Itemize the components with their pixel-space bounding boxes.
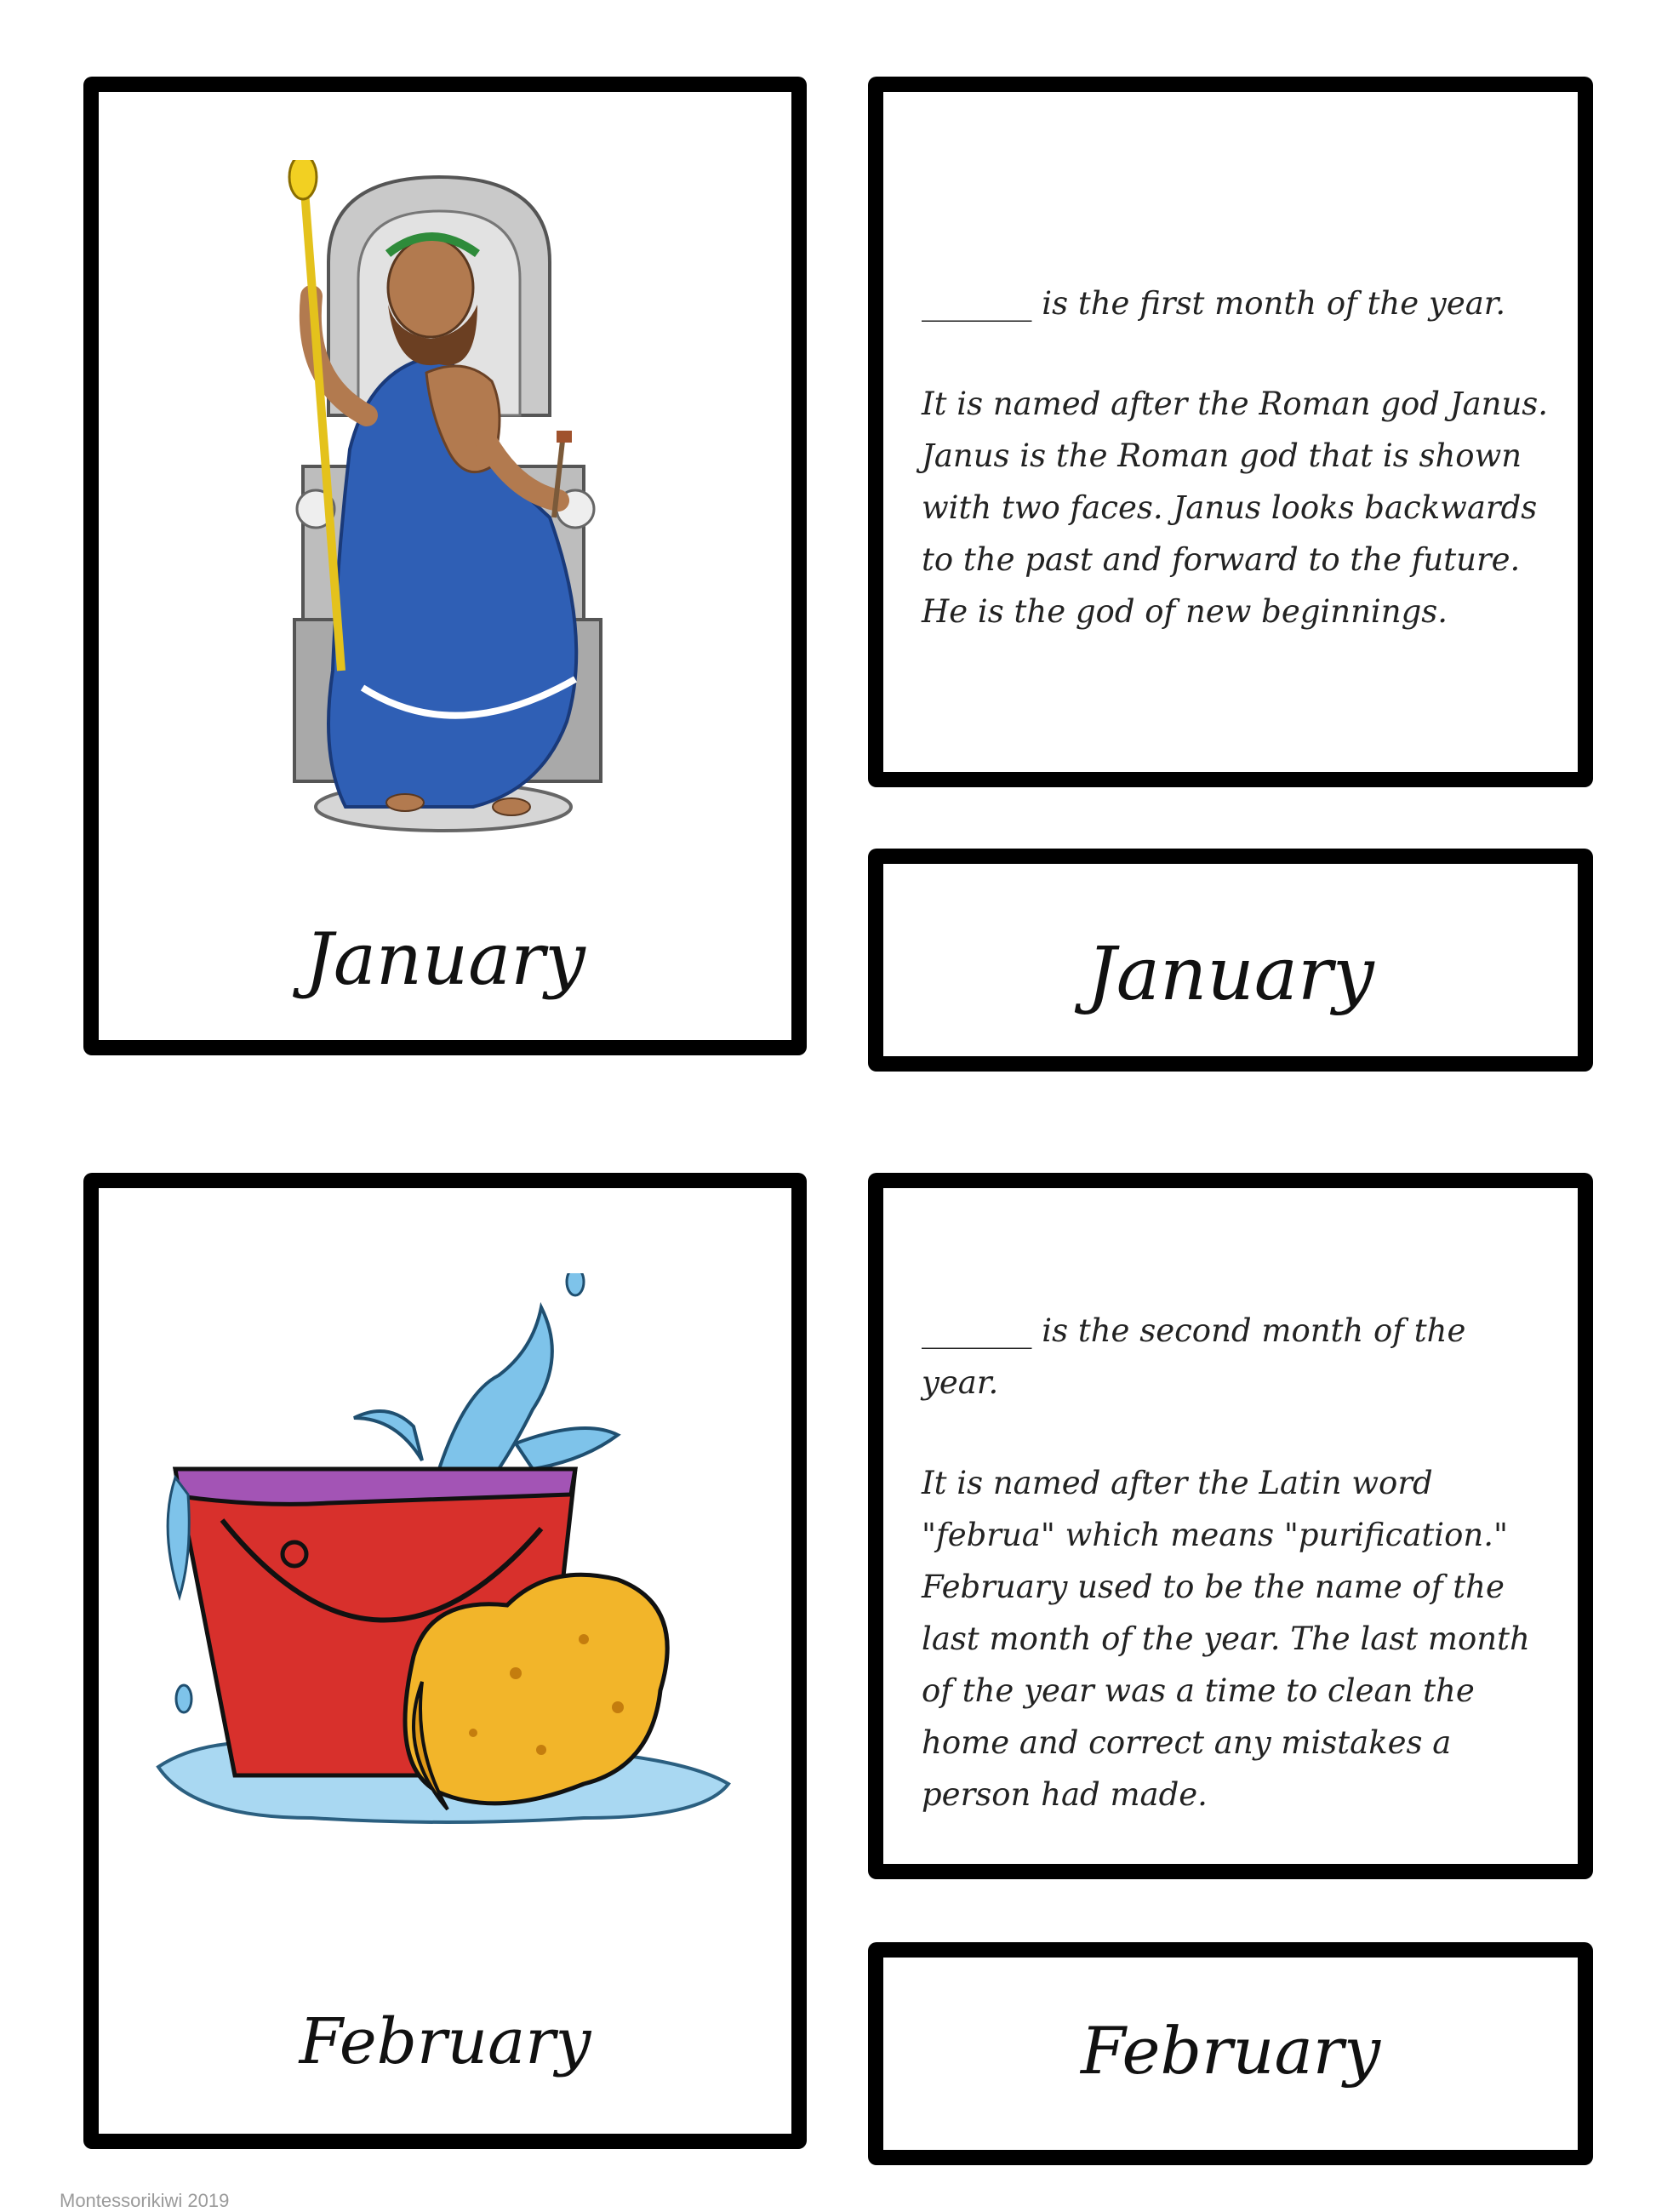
description-line: of the year was a time to clean the bbox=[922, 1672, 1475, 1709]
january-label: January bbox=[1087, 932, 1374, 1017]
description-line: _______ is the second month of the bbox=[922, 1312, 1466, 1349]
description-line: person had made. bbox=[922, 1776, 1208, 1813]
february-picture-label: February bbox=[299, 2005, 591, 2078]
janus-illustration bbox=[269, 160, 626, 841]
description-line: to the past and forward to the future. bbox=[922, 541, 1521, 578]
description-line: with two faces. Janus looks backwards bbox=[922, 489, 1538, 526]
description-line: _______ is the first month of the year. bbox=[922, 285, 1506, 322]
bucket-sponge-illustration bbox=[141, 1273, 754, 1869]
february-description bbox=[922, 1305, 1552, 1820]
copyright-footer: Montessorikiwi 2019 bbox=[60, 2190, 230, 2211]
february-description-card bbox=[868, 1173, 1593, 1879]
january-description-card bbox=[868, 77, 1593, 787]
description-line: last month of the year. The last month bbox=[922, 1620, 1530, 1657]
january-label-card bbox=[868, 849, 1593, 1072]
description-line: home and correct any mistakes a bbox=[922, 1724, 1452, 1761]
description-line: It is named after the Roman god Janus. bbox=[922, 386, 1549, 422]
january-picture-card bbox=[83, 77, 807, 1055]
description-line: February used to be the name of the bbox=[922, 1569, 1505, 1605]
january-description bbox=[922, 277, 1552, 637]
february-label-card bbox=[868, 1942, 1593, 2165]
february-label: February bbox=[1080, 2013, 1381, 2089]
january-picture-label: January bbox=[305, 917, 585, 1001]
description-line: year. bbox=[922, 1364, 999, 1401]
description-line: It is named after the Latin word bbox=[922, 1465, 1433, 1501]
description-line: "februa" which means "purification." bbox=[922, 1517, 1509, 1553]
february-picture-card bbox=[83, 1173, 807, 2149]
description-line: He is the god of new beginnings. bbox=[922, 593, 1448, 630]
description-line: Janus is the Roman god that is shown bbox=[922, 437, 1522, 474]
